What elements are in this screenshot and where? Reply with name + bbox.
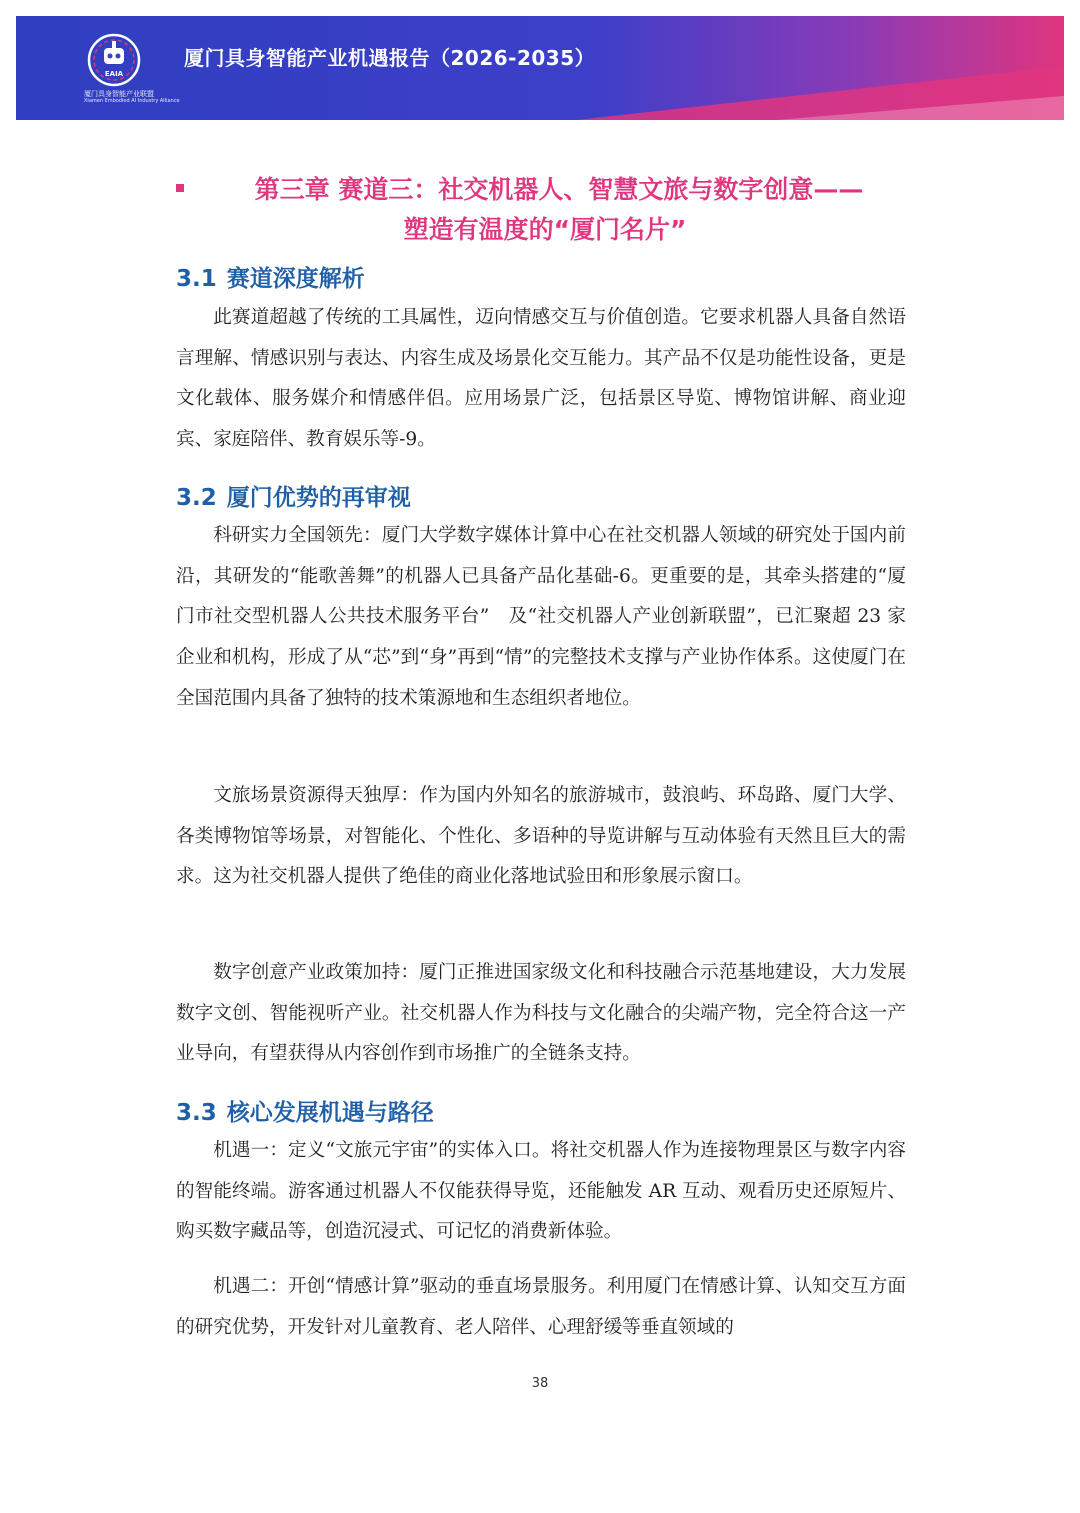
section-heading-3-2 <box>176 482 411 514</box>
report-title: 厦门具身智能产业机遇报告（2026-2035） <box>184 46 596 70</box>
paragraph: 机遇二：开创“情感计算”驱动的垂直场景服务。利用厦门在情感计算、认知交互方面的研究优势，开发针对儿童教育、老人陪伴、心理舒缓等垂直领域的 <box>176 1276 906 1338</box>
paragraph: 此赛道超越了传统的工具属性，迈向情感交互与价值创造。它要求机器人具备自然语言理解、情感识别与表达、内容生成及场景化交互能力。其产品不仅是功能性设备，更是文化载体、服务媒介和情感伴侣。应用场景广泛，包括景区导览、博物馆讲解、商业迎宾、家庭陪伴、教育娱乐等-9。 <box>176 307 906 451</box>
svg-text:EAIA: EAIA <box>104 70 124 78</box>
paragraph: 科研实力全国领先：厦门大学数字媒体计算中心在社交机器人领域的研究处于国内前沿，其研发的“能歌善舞”的机器人已具备产品化基础-6。更重要的是，其牵头搭建的“厦门市社交型机器人公共技术服务平台” 及“社交机器人产业创新联盟”，已汇聚超 23 家企业和机构，形成了从“芯”到“身”再到“情”的完整技术支撑与产业协作体系。这使厦门在全国范围内具备了独特的技术策源地和生态组织者地位。 <box>176 525 906 709</box>
section-title: 核心发展机遇与路径 <box>226 1100 434 1126</box>
chapter-title-line2: 塑造有温度的“厦门名片” <box>403 215 687 244</box>
section-number: 3.2 <box>176 485 217 511</box>
section-heading-3-1 <box>176 263 365 295</box>
paragraph: 数字创意产业政策加持：厦门正推进国家级文化和科技融合示范基地建设，大力发展数字文创、智能视听产业。社交机器人作为科技与文化融合的尖端产物，完全符合这一产业导向，有望获得从内容创作到市场推广的全链条支持。 <box>176 962 906 1065</box>
section-heading-3-3 <box>176 1097 434 1129</box>
chapter-heading <box>170 170 920 250</box>
logo-caption-en: Xiamen Embodied AI Industry Alliance <box>84 98 180 104</box>
logo-caption <box>84 90 184 104</box>
section-number: 3.3 <box>176 1100 217 1126</box>
square-bullet-icon <box>176 184 184 192</box>
paragraph: 机遇一：定义“文旅元宇宙”的实体入口。将社交机器人作为连接物理景区与数字内容的智能终端。游客通过机器人不仅能获得导览，还能触发 AR 互动、观看历史还原短片、购买数字藏品等，创造沉浸式、可记忆的消费新体验。 <box>176 1140 906 1243</box>
paragraph: 文旅场景资源得天独厚：作为国内外知名的旅游城市，鼓浪屿、环岛路、厦门大学、各类博物馆等场景，对智能化、个性化、多语种的导览讲解与互动体验有天然且巨大的需求。这为社交机器人提供了绝佳的商业化落地试验田和形象展示窗口。 <box>176 785 906 888</box>
section-title: 赛道深度解析 <box>226 266 365 292</box>
page-number: 38 <box>531 1376 549 1391</box>
logo-caption-cn: 厦门具身智能产业联盟 <box>84 90 154 98</box>
chapter-title-line1: 第三章 赛道三：社交机器人、智慧文旅与数字创意—— <box>254 175 864 204</box>
section-title: 厦门优势的再审视 <box>226 485 411 511</box>
section-number: 3.1 <box>176 266 217 292</box>
alliance-logo-icon <box>86 32 142 88</box>
